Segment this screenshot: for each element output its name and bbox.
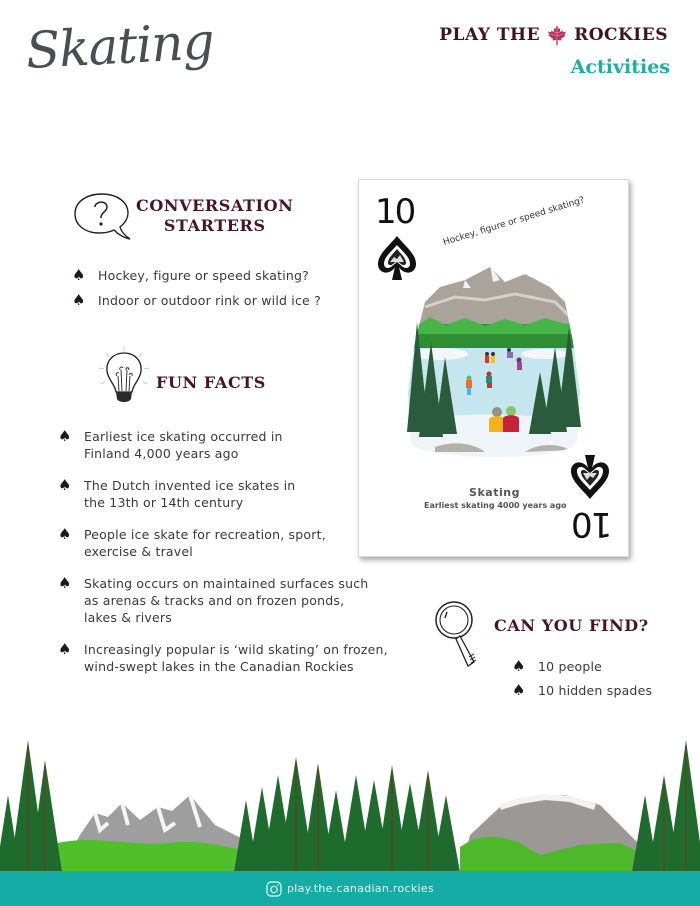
lightbulb-icon — [96, 344, 152, 408]
brand-text-right: ROCKIES — [574, 25, 668, 45]
list-item: ♠ Skating occurs on maintained surfaces such as arenas & tracks and on frozen ponds, lakes & rivers — [58, 574, 369, 625]
instagram-handle-link[interactable]: play.the.canadian.rockies — [287, 882, 434, 895]
page-subtitle: Activities — [570, 56, 670, 78]
spade-bullet-icon: ♠ — [58, 574, 72, 592]
conversation-title-line2: STARTERS — [163, 216, 266, 235]
list-item: ♠ 10 hidden spades — [512, 681, 653, 699]
list-item: ♠ People ice skate for recreation, sport, exercise & travel — [58, 525, 326, 559]
spade-bullet-icon: ♠ — [58, 476, 72, 494]
fun-facts-title: FUN FACTS — [156, 373, 266, 392]
spade-bullet-icon: ♠ — [58, 427, 72, 445]
can-you-find-title: CAN YOU FIND? — [494, 616, 649, 635]
instagram-icon[interactable] — [266, 881, 282, 897]
list-item: ♠ Indoor or outdoor rink or wild ice ? — [72, 291, 321, 309]
spade-bullet-icon: ♠ — [72, 291, 86, 309]
skating-scene-illustration — [405, 262, 583, 467]
mountain-forest-illustration — [0, 735, 700, 872]
spade-bullet-icon: ♠ — [58, 640, 72, 658]
fun-facts-heading — [96, 344, 266, 408]
list-item: ♠ 10 people — [512, 657, 603, 675]
fun-facts-list — [58, 428, 388, 675]
magnifying-glass-icon — [432, 600, 484, 676]
conversation-list — [72, 267, 321, 309]
list-item: ♠ Earliest ice skating occurred in Finland 4,000 years ago — [58, 427, 283, 461]
brand-logo — [439, 24, 668, 46]
card-subtitle: Earliest skating 4000 years ago — [424, 501, 567, 510]
conversation-starters-heading — [72, 190, 293, 242]
card-title: Skating — [469, 486, 520, 499]
playing-card — [358, 179, 629, 557]
card-arc-text: Hockey, figure or speed skating? — [442, 195, 586, 248]
spade-bullet-icon: ♠ — [58, 525, 72, 543]
spade-bullet-icon: ♠ — [512, 681, 526, 699]
page-title-script: Skating — [24, 12, 215, 80]
spade-bullet-icon: ♠ — [512, 657, 526, 675]
maple-leaf-icon — [546, 24, 568, 46]
list-item: ♠ Increasingly popular is ‘wild skating’ on frozen, wind-swept lakes in the Canadian Rockies — [58, 640, 388, 674]
spade-bullet-icon: ♠ — [72, 266, 86, 284]
brand-text-left: PLAY THE — [439, 25, 541, 45]
speech-bubble-question-icon — [72, 190, 132, 242]
card-rank-top: 10 — [375, 192, 415, 232]
list-item: ♠ Hockey, figure or speed skating? — [72, 266, 309, 284]
footer-bar — [0, 871, 700, 906]
list-item: ♠ The Dutch invented ice skates in the 13th or 14th century — [58, 476, 296, 510]
conversation-title-line1: CONVERSATION — [136, 196, 294, 215]
can-you-find-list — [512, 658, 652, 699]
card-rank-bottom: 10 — [572, 504, 612, 544]
